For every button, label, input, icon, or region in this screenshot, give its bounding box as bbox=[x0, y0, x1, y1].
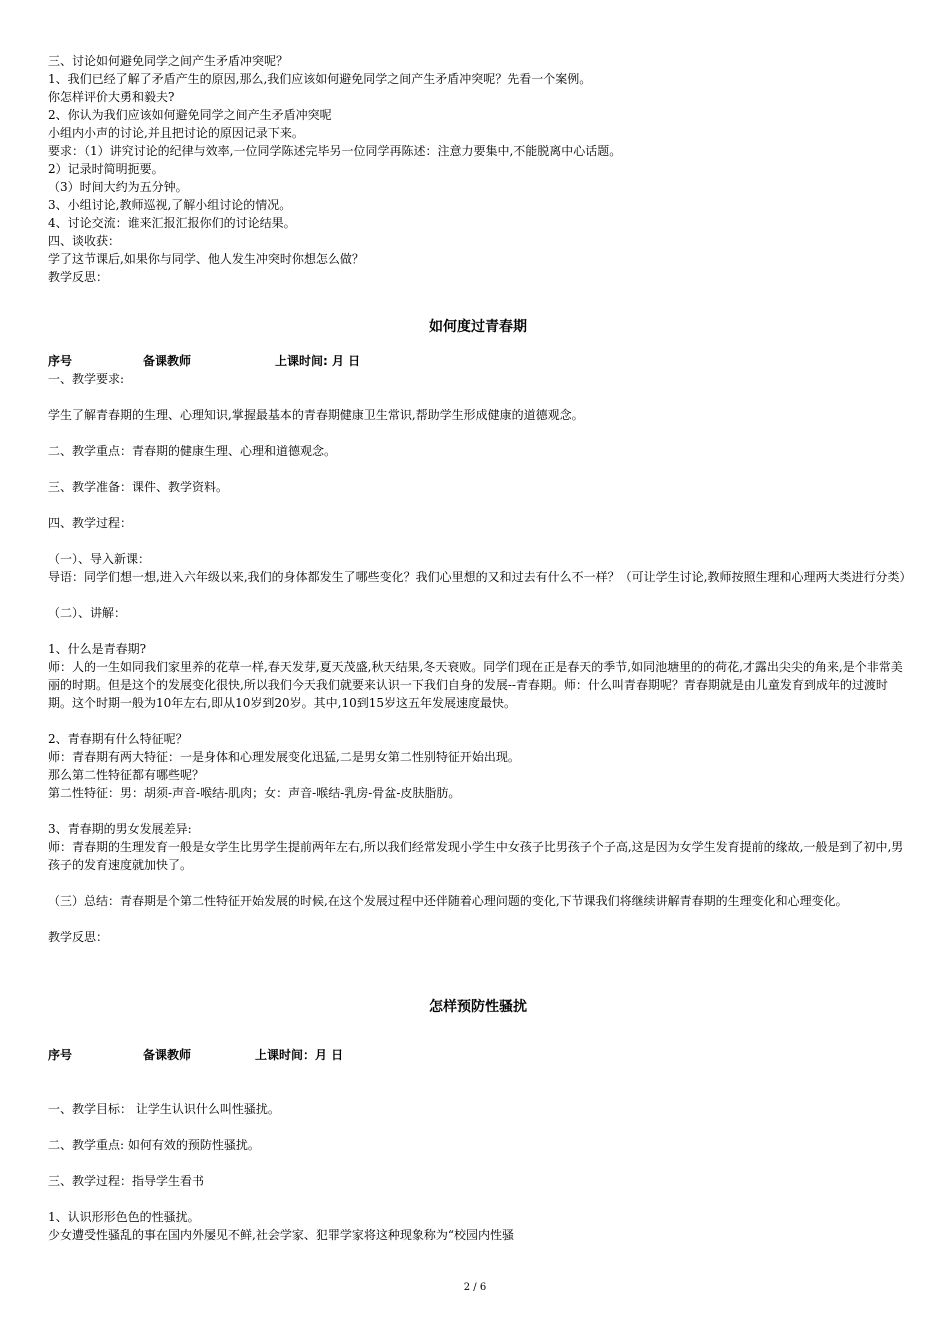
lesson-meta bbox=[48, 352, 908, 370]
text-line: （3）时间大约为五分钟。 bbox=[48, 180, 188, 194]
text-line: 3、小组讨论,教师巡视,了解小组讨论的情况。 bbox=[48, 198, 292, 212]
text-line: 教学反思： bbox=[48, 270, 109, 284]
text-line: 那么第二性特征都有哪些呢？ bbox=[48, 768, 205, 782]
subsection-heading: （二）、讲解： bbox=[48, 606, 127, 620]
text-line: 1、认识形形色色的性骚扰。 bbox=[48, 1210, 200, 1224]
section-heading: 一、教学目标： 让学生认识什么叫性骚扰。 bbox=[48, 1102, 280, 1116]
text-line: 三、讨论如何避免同学之间产生矛盾冲突呢？ bbox=[48, 54, 289, 68]
meta-teacher: 备课教师 bbox=[143, 354, 192, 368]
page-number: 2 / 6 bbox=[463, 1282, 487, 1293]
text-line: 小组内小声的讨论,并且把讨论的原因记录下来。 bbox=[48, 126, 304, 140]
paragraph: 师：青春期的生理发育一般是女学生比男学生提前两年左右,所以我们经常发现小学生中女孩子比男孩子个子高,这是因为女学生发育提前的缘故,一般是到了初中,男孩子的发育速度就加快了。 bbox=[48, 840, 904, 872]
text-line: 1、我们已经了解了矛盾产生的原因,那么,我们应该如何避免同学之间产生矛盾冲突呢？先看一个案例。 bbox=[48, 72, 592, 86]
section-heading: 三、教学过程：指导学生看书 bbox=[48, 1174, 205, 1188]
question-heading: 1、什么是青春期? bbox=[48, 642, 147, 656]
text-line: 4、讨论交流：谁来汇报汇报你们的讨论结果。 bbox=[48, 216, 296, 230]
section-heading: 二、教学重点: 如何有效的预防性骚扰。 bbox=[48, 1138, 260, 1152]
question-heading: 3、青春期的男女发展差异: bbox=[48, 822, 192, 836]
lesson-title-puberty: 如何度过青春期 bbox=[429, 319, 527, 335]
text-line: 2、你认为我们应该如何避免同学之间产生矛盾冲突呢 bbox=[48, 108, 332, 122]
text-line: 师：青春期有两大特征：一是身体和心理发展变化迅猛,二是男女第二性别特征开始出现。 bbox=[48, 750, 520, 764]
meta-time: 上课时间: 月 日 bbox=[275, 354, 361, 368]
lesson-meta bbox=[48, 1046, 908, 1064]
section-heading: 二、教学重点：青春期的健康生理、心理和道德观念。 bbox=[48, 444, 337, 458]
text-line: 四、谈收获： bbox=[48, 234, 121, 248]
section-heading: 一、教学要求: bbox=[48, 372, 125, 386]
meta-seq: 序号 bbox=[48, 1048, 73, 1062]
meta-teacher: 备课教师 bbox=[143, 1048, 192, 1062]
text-line: 少女遭受性骚乱的事在国内外屡见不鲜,社会学家、犯罪学家将这种现象称为“校园内性骚 bbox=[48, 1228, 514, 1242]
text-line: 第二性特征：男：胡须-声音-喉结-肌肉；女：声音-喉结-乳房-骨盆-皮肤脂肪。 bbox=[48, 786, 461, 800]
lesson-title-harassment: 怎样预防性骚扰 bbox=[429, 999, 527, 1015]
text-line: 你怎样评价大勇和毅夫? bbox=[48, 90, 175, 104]
document-page bbox=[48, 52, 912, 1244]
reflection-label: 教学反思： bbox=[48, 930, 109, 944]
paragraph: 导语：同学们想一想,进入六年级以来,我们的身体都发生了哪些变化？我们心里想的又和过去有什么不一样？（可让学生讨论,教师按照生理和心理两大类进行分类） bbox=[48, 570, 912, 584]
meta-time: 上课时间：月 日 bbox=[255, 1048, 344, 1062]
text-line: 要求：（1）讲究讨论的纪律与效率,一位同学陈述完毕另一位同学再陈述：注意力要集中,不能脱离中心话题。 bbox=[48, 144, 622, 158]
section-heading: 四、教学过程： bbox=[48, 516, 133, 530]
text-line: 学了这节课后,如果你与同学、他人发生冲突时你想怎么做？ bbox=[48, 252, 364, 266]
subsection-heading: （一）、导入新课： bbox=[48, 552, 151, 566]
paragraph: 师：人的一生如同我们家里养的花草一样,春天发芽,夏天茂盛,秋天结果,冬天衰败。同学们现在正是春天的季节,如同池塘里的的荷花,才露出尖尖的角来,是个非常美丽的时期。但是这个的发展变化很快,所以我们今天我们就要来认识一下我们自身的发展--青春期。师：什么叫青春期呢？青春期就是由儿童发育到成年的过渡时期。这个时期一般为10年左右,即从10岁到20岁。其中,10到15岁这五年发展速度最快。 bbox=[48, 660, 903, 710]
section-heading: 三、教学准备：课件、教学资料。 bbox=[48, 480, 229, 494]
text-line: 2）记录时简明扼要。 bbox=[48, 162, 164, 176]
summary-paragraph: （三）总结：青春期是个第二性特征开始发展的时候,在这个发展过程中还伴随着心理问题的变化,下节课我们将继续讲解青春期的生理变化和心理变化。 bbox=[48, 894, 848, 908]
question-heading: 2、青春期有什么特征呢？ bbox=[48, 732, 188, 746]
meta-seq: 序号 bbox=[48, 354, 73, 368]
section-discussion bbox=[48, 52, 908, 286]
paragraph: 学生了解青春期的生理、心理知识,掌握最基本的青春期健康卫生常识,帮助学生形成健康的道德观念。 bbox=[48, 408, 584, 422]
